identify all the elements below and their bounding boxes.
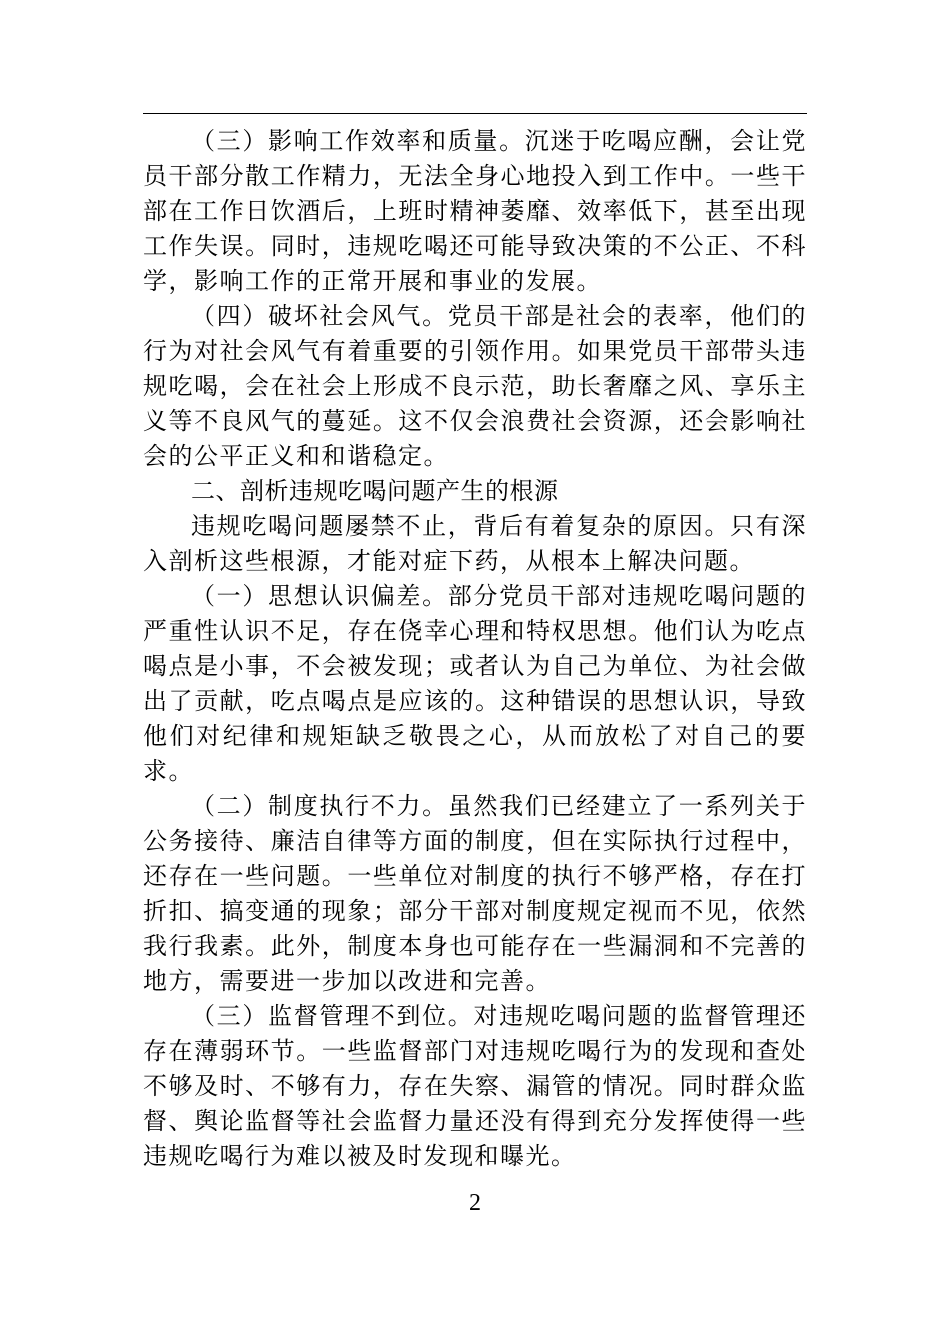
paragraph-intro-root-causes: 违规吃喝问题屡禁不止，背后有着复杂的原因。只有深入剖析这些根源，才能对症下药，从根本上解决问题。 — [143, 512, 807, 575]
paragraph-social-atmosphere: （四）破坏社会风气。党员干部是社会的表率，他们的行为对社会风气有着重要的引领作用。如果党员干部带头违规吃喝，会在社会上形成不良示范，助长奢靡之风、享乐主义等不良风气的蔓延。这不仅会浪费社会资源，还会影响社会的公平正义和和谐稳定。 — [143, 302, 807, 470]
section-heading-root-causes: 二、剖析违规吃喝问题产生的根源 — [191, 477, 559, 505]
document-body — [143, 124, 807, 1174]
paragraph-ideological-deviation: （一）思想认识偏差。部分党员干部对违规吃喝问题的严重性认识不足，存在侥幸心理和特权思想。他们认为吃点喝点是小事，不会被发现；或者认为自己为单位、为社会做出了贡献，吃点喝点是应该的。这种错误的思想认识，导致他们对纪律和规矩缺乏敬畏之心，从而放松了对自己的要求。 — [143, 582, 807, 785]
page-number: 2 — [469, 1190, 481, 1216]
paragraph-inadequate-supervision: （三）监督管理不到位。对违规吃喝问题的监督管理还存在薄弱环节。一些监督部门对违规吃喝行为的发现和查处不够及时、不够有力，存在失察、漏管的情况。同时群众监督、舆论监督等社会监督力量还没有得到充分发挥使得一些违规吃喝行为难以被及时发现和曝光。 — [143, 1002, 807, 1170]
paragraph-weak-enforcement: （二）制度执行不力。虽然我们已经建立了一系列关于公务接待、廉洁自律等方面的制度，但在实际执行过程中，还存在一些问题。一些单位对制度的执行不够严格，存在打折扣、搞变通的现象；部分干部对制度规定视而不见，依然我行我素。此外，制度本身也可能存在一些漏洞和不完善的地方，需要进一步加以改进和完善。 — [143, 792, 807, 995]
header-rule — [143, 113, 807, 114]
paragraph-impact-efficiency: （三）影响工作效率和质量。沉迷于吃喝应酬，会让党员干部分散工作精力，无法全身心地投入到工作中。一些干部在工作日饮酒后，上班时精神萎靡、效率低下，甚至出现工作失误。同时，违规吃喝还可能导致决策的不公正、不科学，影响工作的正常开展和事业的发展。 — [143, 127, 807, 295]
